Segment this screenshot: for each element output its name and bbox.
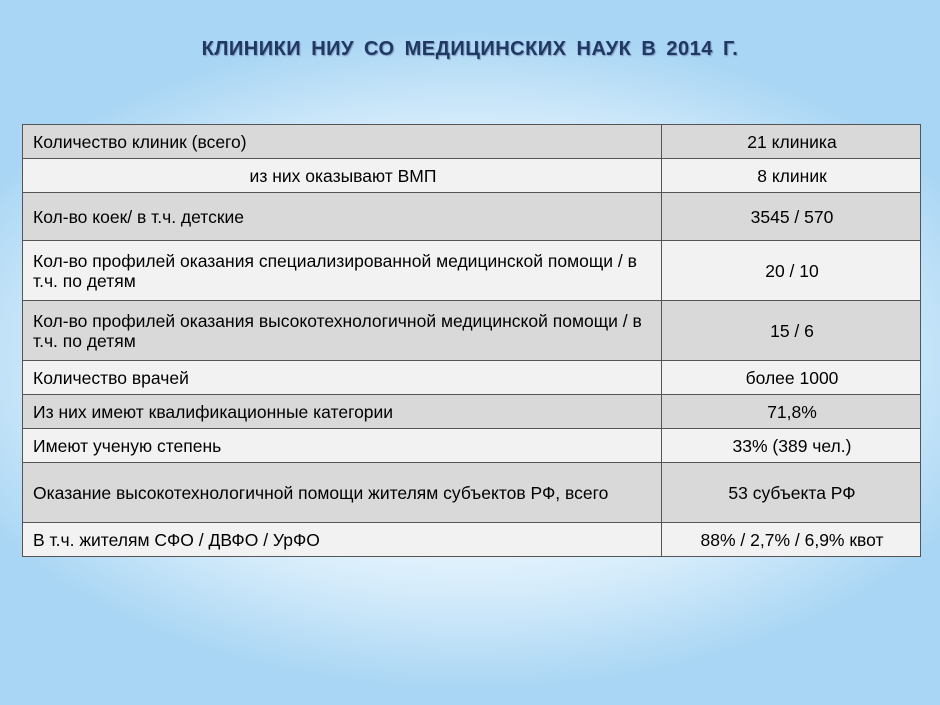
row-label: В т.ч. жителям СФО / ДВФО / УрФО [23, 523, 662, 557]
row-label: Кол-во коек/ в т.ч. детские [23, 193, 662, 241]
row-label: Количество врачей [23, 361, 662, 395]
slide-title: КЛИНИКИ НИУ СО МЕДИЦИНСКИХ НАУК В 2014 Г. [201, 38, 739, 60]
row-value: 20 / 10 [662, 241, 921, 301]
row-label: Кол-во профилей оказания специализированной медицинской помощи / в т.ч. по детям [23, 241, 662, 301]
row-label: Количество клиник (всего) [23, 125, 662, 159]
table-row [23, 193, 921, 241]
row-label: Из них имеют квалификационные категории [23, 395, 662, 429]
table-row [23, 463, 921, 523]
table-row [23, 523, 921, 557]
table-row [23, 361, 921, 395]
table-row [23, 159, 921, 193]
table-row [23, 429, 921, 463]
row-label: Имеют ученую степень [23, 429, 662, 463]
row-value: 88% / 2,7% / 6,9% квот [662, 523, 921, 557]
row-value: 21 клиника [662, 125, 921, 159]
row-label: из них оказывают ВМП [23, 159, 662, 193]
row-value: более 1000 [662, 361, 921, 395]
table-row [23, 395, 921, 429]
table-row [23, 241, 921, 301]
row-value: 8 клиник [662, 159, 921, 193]
row-value: 53 субъекта РФ [662, 463, 921, 523]
row-value: 33% (389 чел.) [662, 429, 921, 463]
table-row [23, 301, 921, 361]
row-value: 3545 / 570 [662, 193, 921, 241]
table-row [23, 125, 921, 159]
row-label: Кол-во профилей оказания высокотехнологичной медицинской помощи / в т.ч. по детям [23, 301, 662, 361]
row-value: 15 / 6 [662, 301, 921, 361]
clinics-stats-table [22, 124, 921, 557]
row-label: Оказание высокотехнологичной помощи жителям субъектов РФ, всего [23, 463, 662, 523]
row-value: 71,8% [662, 395, 921, 429]
